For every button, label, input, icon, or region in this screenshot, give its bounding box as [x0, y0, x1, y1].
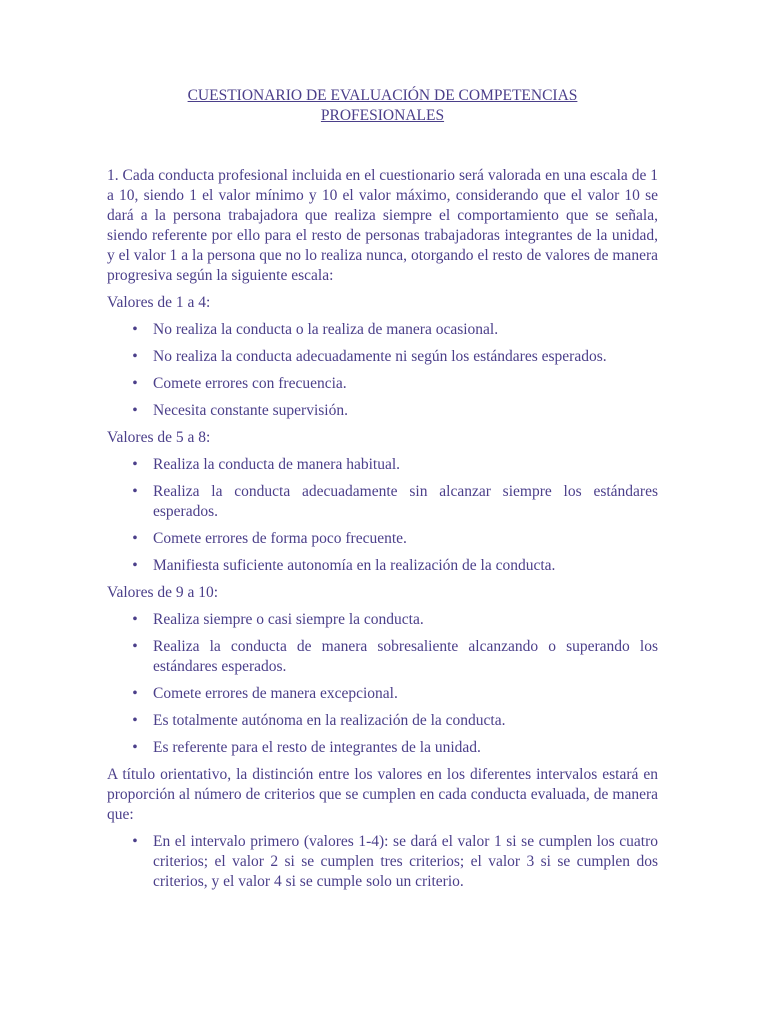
group-label-5-8: Valores de 5 a 8: [107, 429, 211, 446]
bullet-icon: • [132, 712, 138, 729]
list-item: • En el intervalo primero (valores 1-4): se dará el valor 1 si se cumplen los cuatro criterios; el valor 2 si se cumplen tres criterios; el valor 3 si se cumplen dos criterios, y el valor 4 si se cumple solo un criterio. [107, 832, 658, 892]
list-item: • Realiza la conducta de manera sobresaliente alcanzando o superando los estándares esperados. [107, 637, 658, 677]
bullet-icon: • [132, 557, 138, 574]
title-line-1: CUESTIONARIO DE EVALUACIÓN DE COMPETENCIAS [187, 87, 578, 104]
document-title [107, 86, 658, 126]
list-item: • Comete errores de forma poco frecuente. [107, 529, 658, 549]
list-item: • Realiza siempre o casi siempre la conducta. [107, 610, 658, 630]
bullet-icon: • [132, 638, 138, 655]
list-item: • No realiza la conducta adecuadamente ni según los estándares esperados. [107, 347, 658, 367]
list-item: • Comete errores con frecuencia. [107, 374, 658, 394]
list-item: • Realiza la conducta adecuadamente sin alcanzar siempre los estándares esperados. [107, 482, 658, 522]
list-item: • Realiza la conducta de manera habitual. [107, 455, 658, 475]
group-label-9-10: Valores de 9 a 10: [107, 584, 219, 601]
list-item: • Es referente para el resto de integrantes de la unidad. [107, 738, 658, 758]
bullet-icon: • [132, 530, 138, 547]
bullet-icon: • [132, 833, 138, 850]
bullet-icon: • [132, 402, 138, 419]
bullet-icon: • [132, 348, 138, 365]
list-item: • No realiza la conducta o la realiza de manera ocasional. [107, 320, 658, 340]
group-list-5-8 [107, 455, 658, 576]
group-list-1-4 [107, 320, 658, 421]
bullet-icon: • [132, 375, 138, 392]
list-item: • Manifiesta suficiente autonomía en la realización de la conducta. [107, 556, 658, 576]
list-item: • Comete errores de manera excepcional. [107, 684, 658, 704]
bullet-icon: • [132, 321, 138, 338]
bullet-icon: • [132, 739, 138, 756]
bullet-icon: • [132, 611, 138, 628]
group-list-9-10 [107, 610, 658, 758]
bullet-icon: • [132, 685, 138, 702]
intro-paragraph: 1. Cada conducta profesional incluida en el cuestionario será valorada en una escala de 1 a 10, siendo 1 el valor mínimo y 10 el valor máximo, considerando que el valor 10 se dará a la persona trabajadora que realiza siempre el comportamiento que se señala, siendo referente por ello para el resto de personas trabajadoras integrantes de la unidad, y el valor 1 a la persona que no lo realiza nunca, otorgando el resto de valores de manera progresiva según la siguiente escala: [107, 167, 658, 284]
document-page [107, 86, 658, 899]
list-item: • Necesita constante supervisión. [107, 401, 658, 421]
group-label-1-4: Valores de 1 a 4: [107, 294, 211, 311]
bullet-icon: • [132, 483, 138, 500]
orientation-paragraph: A título orientativo, la distinción entre los valores en los diferentes intervalos estará en proporción al número de criterios que se cumplen en cada conducta evaluada, de manera que: [107, 766, 658, 823]
bullet-icon: • [132, 456, 138, 473]
orientation-list [107, 832, 658, 892]
title-line-2: PROFESIONALES [320, 107, 445, 124]
list-item: • Es totalmente autónoma en la realización de la conducta. [107, 711, 658, 731]
